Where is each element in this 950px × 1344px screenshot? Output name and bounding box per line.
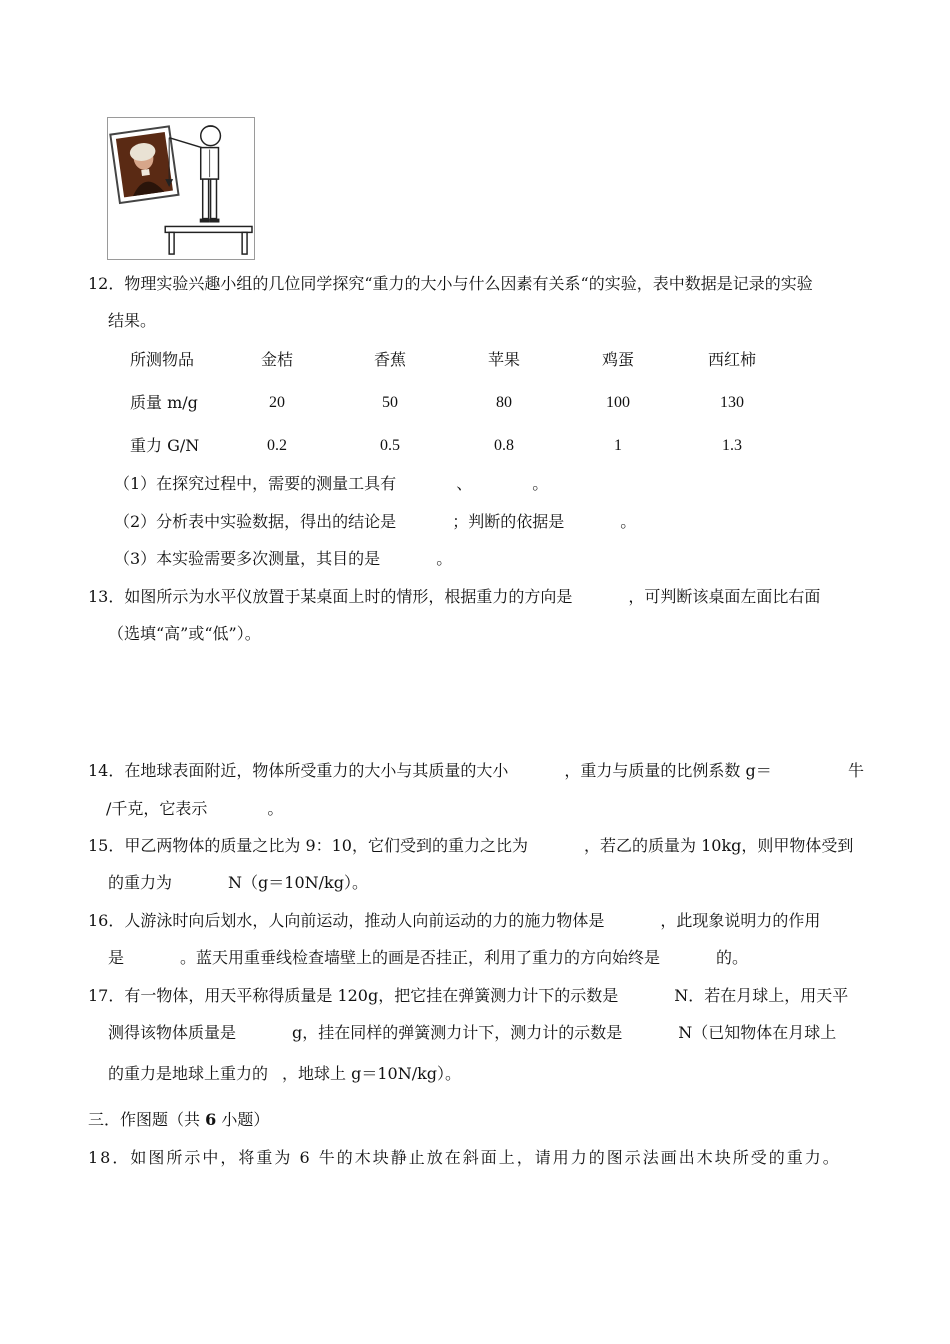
q15-text-b: ，若乙的质量为 10kg，则甲物体受到 bbox=[584, 836, 854, 855]
table-cell: 0.5 bbox=[380, 437, 400, 454]
q15-text-a: 15．甲乙两物体的质量之比为 9：10，它们受到的重力之比为 bbox=[88, 836, 528, 855]
table-row bbox=[130, 350, 830, 370]
table-cell: 50 bbox=[382, 394, 398, 411]
q12-sub2-mid: ；判断的依据是 bbox=[452, 512, 565, 531]
table-cell: 100 bbox=[606, 394, 630, 411]
q13-line1 bbox=[88, 587, 820, 607]
q17-line3 bbox=[108, 1064, 461, 1084]
table-cell: 0.8 bbox=[494, 437, 514, 454]
q14-line2 bbox=[106, 799, 283, 819]
q12-sub1-end: 。 bbox=[532, 474, 549, 493]
q17-text-e: N（已知物体在月球上 bbox=[678, 1023, 837, 1042]
table-cell: 质量 m/g bbox=[130, 393, 198, 412]
q13-text-b: ，可判断该桌面左面比右面 bbox=[628, 587, 821, 606]
q17-text-c: 测得该物体质量是 bbox=[108, 1023, 237, 1042]
q12-sub1-sep: 、 bbox=[456, 474, 473, 493]
table-cell: 重力 G/N bbox=[130, 436, 200, 455]
q17-line1 bbox=[88, 986, 848, 1006]
plumb-line-figure bbox=[107, 117, 255, 260]
section-3-suffix: 小题） bbox=[221, 1110, 270, 1129]
q12-sub3-end: 。 bbox=[436, 549, 453, 568]
table-row bbox=[130, 393, 830, 413]
q17-line2 bbox=[108, 1023, 836, 1043]
table-cell: 0.2 bbox=[267, 437, 287, 454]
section-3-heading bbox=[88, 1110, 269, 1130]
q18-line1: 18．如图所示中，将重为 6 牛的木块静止放在斜面上，请用力的图示法画出木块所受的重力。 bbox=[88, 1148, 841, 1167]
q16-text-a: 16．人游泳时向后划水，人向前运动，推动人向前运动的力的施力物体是 bbox=[88, 911, 605, 930]
boy-portrait-illustration bbox=[108, 118, 254, 259]
q16-text-e: 的。 bbox=[716, 948, 749, 967]
q14-text-a: 14．在地球表面附近，物体所受重力的大小与其质量的大小 bbox=[88, 761, 509, 780]
q17-text-a: 17．有一物体，用天平称得质量是 120g，把它挂在弹簧测力计下的示数是 bbox=[88, 986, 619, 1005]
q16-text-c: 是 bbox=[108, 948, 125, 967]
table-cell: 1 bbox=[614, 437, 622, 454]
q12-sub2-end: 。 bbox=[620, 512, 637, 531]
table-cell: 金桔 bbox=[260, 350, 294, 369]
q16-line1 bbox=[88, 911, 820, 931]
table-cell: 所测物品 bbox=[130, 350, 195, 369]
q12-sub2-text: （2）分析表中实验数据，得出的结论是 bbox=[114, 512, 397, 531]
q12-line1: 12．物理实验兴趣小组的几位同学探究“重力的大小与什么因素有关系“的实验，表中数据是记录的实验 bbox=[88, 274, 813, 293]
q16-line2 bbox=[108, 948, 748, 968]
q16-text-b: ，此现象说明力的作用 bbox=[660, 911, 821, 930]
q16-text-d: 。蓝天用重垂线检查墙壁上的画是否挂正，利用了重力的方向始终是 bbox=[180, 948, 661, 967]
q13-text-a: 13．如图所示为水平仪放置于某桌面上时的情形，根据重力的方向是 bbox=[88, 587, 573, 606]
q17-text-g: ，地球上 g＝10N/kg）。 bbox=[282, 1064, 462, 1083]
q14-line1 bbox=[88, 761, 772, 781]
table-cell: 西红柿 bbox=[707, 350, 757, 369]
q17-text-b: N．若在月球上，用天平 bbox=[674, 986, 849, 1005]
q15-text-c: 的重力为 bbox=[108, 873, 173, 892]
table-row bbox=[130, 436, 830, 456]
q12-sub3-text: （3）本实验需要多次测量，其目的是 bbox=[114, 549, 381, 568]
q12-sub2 bbox=[114, 512, 636, 532]
table-cell: 20 bbox=[269, 394, 285, 411]
q13-line2: （选填“高”或“低”）。 bbox=[108, 624, 261, 643]
q15-text-d: N（g＝10N/kg）。 bbox=[228, 873, 368, 892]
q12-sub3 bbox=[114, 549, 452, 569]
q15-line1 bbox=[88, 836, 853, 856]
table-cell: 香蕉 bbox=[373, 350, 407, 369]
q14-line1-unit: 牛 bbox=[848, 761, 865, 780]
q12-line2: 结果。 bbox=[108, 311, 157, 330]
table-cell: 1.3 bbox=[722, 437, 742, 454]
table-cell: 鸡蛋 bbox=[601, 350, 635, 369]
section-3-prefix: 三．作图题（共 bbox=[88, 1110, 201, 1129]
section-3-count: 6 bbox=[205, 1110, 217, 1129]
q17-text-f: 的重力是地球上重力的 bbox=[108, 1064, 269, 1083]
q12-sub1 bbox=[114, 474, 548, 494]
table-cell: 80 bbox=[496, 394, 512, 411]
q14-text-c: /千克，它表示 bbox=[106, 799, 208, 818]
table-cell: 苹果 bbox=[487, 350, 521, 369]
q17-text-d: g，挂在同样的弹簧测力计下，测力计的示数是 bbox=[292, 1023, 623, 1042]
q14-text-b: ，重力与质量的比例系数 g＝ bbox=[564, 761, 772, 780]
table-cell: 130 bbox=[720, 394, 744, 411]
q15-line2 bbox=[108, 873, 368, 893]
q14-text-d: 。 bbox=[267, 799, 284, 818]
q12-sub1-text: （1）在探究过程中，需要的测量工具有 bbox=[114, 474, 397, 493]
